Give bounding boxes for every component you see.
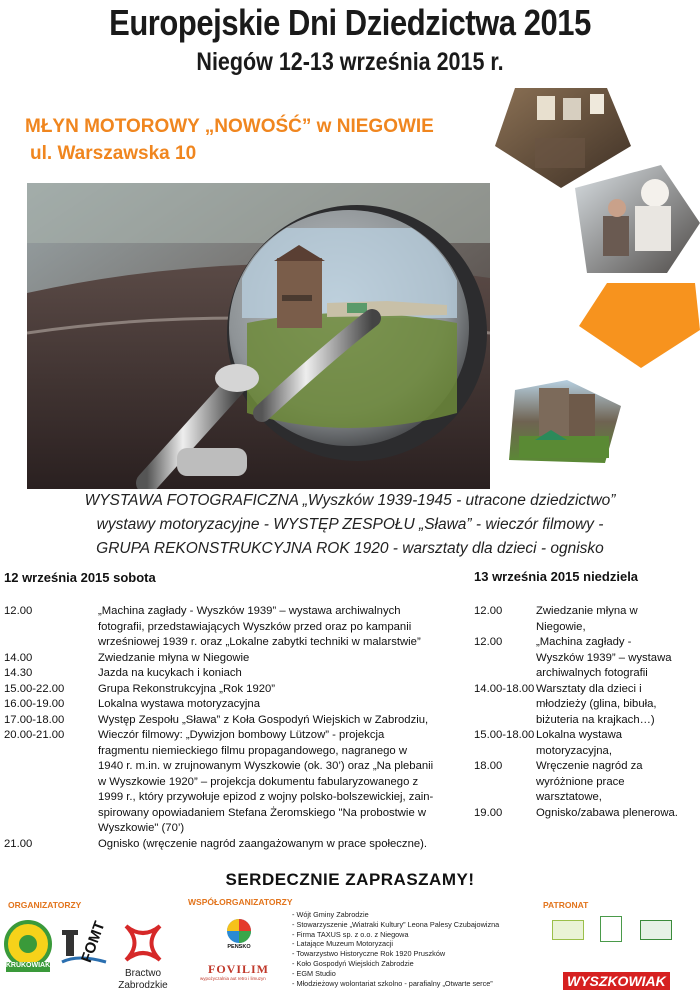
schedule-description-line: fragmentu niemieckiego filmu propagandowego, nagranego w bbox=[98, 744, 407, 757]
schedule-time: 17.00-18.00 bbox=[4, 713, 65, 726]
wyszkowiak-logo-text: WYSZKOWIAK bbox=[563, 972, 670, 990]
pensko-logo-text: PENSKO bbox=[227, 944, 251, 950]
schedule-description-line: Występ Zespołu „Sława” z Koła Gospodyń Wiejskich w Zabrodziu, bbox=[98, 713, 429, 726]
schedule-time: 12.00 bbox=[474, 605, 503, 617]
fovilim-logo-text: FOVILIM bbox=[208, 962, 269, 976]
schedule-description bbox=[536, 806, 678, 822]
photo-reenactors bbox=[575, 165, 700, 273]
schedule-description-line: Ognisko (wręczenie nagród zaangażowanym w prace społeczne). bbox=[98, 837, 428, 850]
schedule-description-line: Wyszków 1939” – wystawa bbox=[536, 651, 672, 664]
bractwo-logo-text-1: Bractwo bbox=[124, 968, 162, 979]
schedule-description-line: Ognisko/zabawa plenerowa. bbox=[536, 806, 678, 819]
schedule-time: 21.00 bbox=[4, 837, 33, 850]
schedule-description bbox=[98, 666, 242, 682]
schedule-description-line: archiwalnych fotografii bbox=[536, 667, 648, 679]
coorganizer-item: - Koło Gospodyń Wiejskich Zabrodzie bbox=[292, 958, 414, 968]
schedule-description bbox=[536, 728, 622, 759]
schedule-time: 18.00 bbox=[474, 760, 503, 772]
mirror-photo-illustration bbox=[27, 183, 490, 489]
summary-line-1: WYSTAWA FOTOGRAFICZNA „Wyszków 1939-1945 - utracone dziedzictwo” bbox=[84, 492, 616, 509]
orange-pentagon bbox=[579, 283, 700, 368]
main-photo bbox=[27, 183, 490, 489]
schedule-description bbox=[98, 604, 421, 651]
schedule-description-line: „Machina zagłady - bbox=[536, 636, 632, 648]
day2-heading: 13 września 2015 niedziela bbox=[474, 569, 639, 584]
page-title: Europejskie Dni Dziedzictwa 2015 bbox=[109, 2, 591, 43]
day1-schedule bbox=[4, 604, 474, 864]
schedule-time: 15.00-18.00 bbox=[474, 729, 535, 741]
schedule-description-line: wrześniowej 1939 r. oraz „Lokalne zabytki techniki w malarstwie” bbox=[98, 636, 421, 648]
schedule-description bbox=[98, 697, 260, 713]
schedule-description bbox=[536, 682, 657, 729]
coorganizer-item: - Stowarzyszenie „Wiatraki Kultury” Leona Palesy Czubajowizna bbox=[292, 919, 500, 929]
schedule-description-line: fotografii, przedstawiających Wyszków przed oraz po kampanii bbox=[98, 620, 412, 633]
schedule-time: 15.00-22.00 bbox=[4, 682, 65, 695]
schedule-description-line: Lokalna wystawa bbox=[536, 729, 623, 741]
venue-address: ul. Warszawska 10 bbox=[30, 143, 197, 164]
schedule-description-line: Niegowie, bbox=[536, 620, 586, 633]
schedule-description bbox=[536, 759, 643, 806]
schedule-description-line: Wyszkowie" (70’) bbox=[98, 822, 185, 834]
schedule-time: 14.30 bbox=[4, 667, 33, 679]
patron-leaf-logo-icon bbox=[600, 916, 622, 942]
fovilim-tagline: wypożyczalnia aut retro i limuzyn bbox=[200, 976, 266, 981]
schedule-description-line: młodzieży (glina, bibuła, bbox=[536, 698, 657, 710]
schedule-time: 19.00 bbox=[474, 806, 503, 819]
patron-flag-logo-icon bbox=[552, 920, 584, 940]
schedule-description-line: warsztatowe, bbox=[536, 791, 602, 803]
schedule-description bbox=[98, 713, 428, 729]
venue-block bbox=[25, 113, 434, 167]
schedule-description-line: Lokalna wystawa motoryzacyjna bbox=[98, 698, 260, 710]
schedule-time: 14.00 bbox=[4, 651, 33, 664]
schedule-description-line: Warsztaty dla dzieci i bbox=[536, 682, 642, 695]
schedule-description bbox=[98, 837, 427, 853]
coorganizer-item: - EGM Studio bbox=[292, 968, 336, 978]
schedule-description bbox=[536, 604, 638, 635]
photo-exhibition bbox=[495, 88, 631, 188]
photo-mill bbox=[509, 380, 621, 463]
coorganizer-item: - Młodzieżowy wolontariat szkolno - parafialny „Otwarte serce” bbox=[292, 978, 493, 988]
schedule-time: 16.00-19.00 bbox=[4, 698, 65, 710]
invite-text: SERDECZNIE ZAPRASZAMY! bbox=[225, 870, 475, 889]
schedule-description-line: spirowany opowiadaniem Stefana Żeromskiego "Na probostwie w bbox=[98, 806, 427, 819]
schedule-time: 12.00 bbox=[474, 636, 503, 648]
schedule-description-line: „Machina zagłady - Wyszków 1939” – wystawa archiwalnych bbox=[98, 605, 401, 617]
schedule-description-line: wyróżnione prace bbox=[536, 775, 625, 788]
schedule-description bbox=[98, 651, 249, 667]
schedule-description-line: 1940 r. m.in. w zrujnowanym Wyszkowie (ok. 30’) oraz „Na plebanii bbox=[98, 760, 434, 772]
schedule-description-line: Zwiedzanie młyna w bbox=[536, 605, 638, 617]
schedule-description-line: motoryzacyjna, bbox=[536, 744, 612, 757]
krukowiak-logo-text: KRUKOWIAK bbox=[5, 962, 51, 969]
schedule-description bbox=[98, 682, 275, 698]
coorganizer-item: - Latające Muzeum Motoryzacji bbox=[292, 939, 393, 949]
schedule-time: 20.00-21.00 bbox=[4, 729, 65, 741]
schedule-description-line: Jazda na kucykach i koniach bbox=[98, 667, 242, 679]
schedule-description-line: 1999 r., który przywołuje epizod z wojny polsko-bolszewickiej, zain- bbox=[98, 791, 434, 803]
schedule-time: 12.00 bbox=[4, 605, 33, 617]
schedule-description-line: Wręczenie nagród za bbox=[536, 760, 643, 772]
bractwo-logo-text-2: Zabrodzkie bbox=[118, 980, 168, 991]
page-subtitle: Niegów 12-13 września 2015 r. bbox=[196, 48, 504, 76]
schedule-description-line: biżuteria na krajkach…) bbox=[536, 713, 655, 726]
schedule-description-line: w Wyszkowie 1920” – projekcja dokumentu fabularyzowanego z bbox=[98, 775, 419, 788]
krukowiak-logo-icon bbox=[4, 914, 52, 980]
summary-line-2: wystawy motoryzacyjne - WYSTĘP ZESPOŁU „Sława” - wieczór filmowy - bbox=[96, 516, 604, 533]
fomt-logo-text: FOMT bbox=[78, 919, 109, 965]
day1-heading: 12 września 2015 sobota bbox=[4, 570, 156, 585]
pensko-logo-icon bbox=[224, 916, 254, 946]
patron-eu-logo-icon bbox=[640, 920, 672, 940]
schedule-description-line: Grupa Rekonstrukcyjna „Rok 1920” bbox=[98, 682, 276, 695]
schedule-description bbox=[536, 635, 672, 682]
photo-collage bbox=[495, 68, 700, 488]
day2-schedule bbox=[474, 604, 698, 834]
organizers-label: ORGANIZATORZY bbox=[8, 900, 82, 910]
schedule-description bbox=[98, 728, 433, 837]
schedule-time: 14.00-18.00 bbox=[474, 682, 535, 695]
coorganizer-list bbox=[292, 910, 499, 988]
schedule-description-line: Zwiedzanie młyna w Niegowie bbox=[98, 651, 250, 664]
schedule-description-line: Wieczór filmowy: „Dywizjon bombowy Lützow” - projekcja bbox=[98, 729, 385, 741]
patron-label: PATRONAT bbox=[543, 900, 589, 910]
coorganizer-item: - Firma TAXUS sp. z o.o. z Niegowa bbox=[292, 929, 409, 939]
coorganizers-label: WSPÓŁORGANIZATORZY bbox=[188, 897, 293, 907]
venue-name: MŁYN MOTOROWY „NOWOŚĆ” w NIEGOWIE bbox=[25, 116, 434, 137]
coorganizer-item: - Wójt Gminy Zabrodzie bbox=[292, 910, 369, 919]
bractwo-logo-icon bbox=[118, 918, 168, 968]
summary-line-3: GRUPA REKONSTRUKCYJNA ROK 1920 - warsztaty dla dzieci - ognisko bbox=[96, 540, 604, 557]
coorganizer-item: - Towarzystwo Historyczne Rok 1920 Pruszków bbox=[292, 949, 446, 959]
